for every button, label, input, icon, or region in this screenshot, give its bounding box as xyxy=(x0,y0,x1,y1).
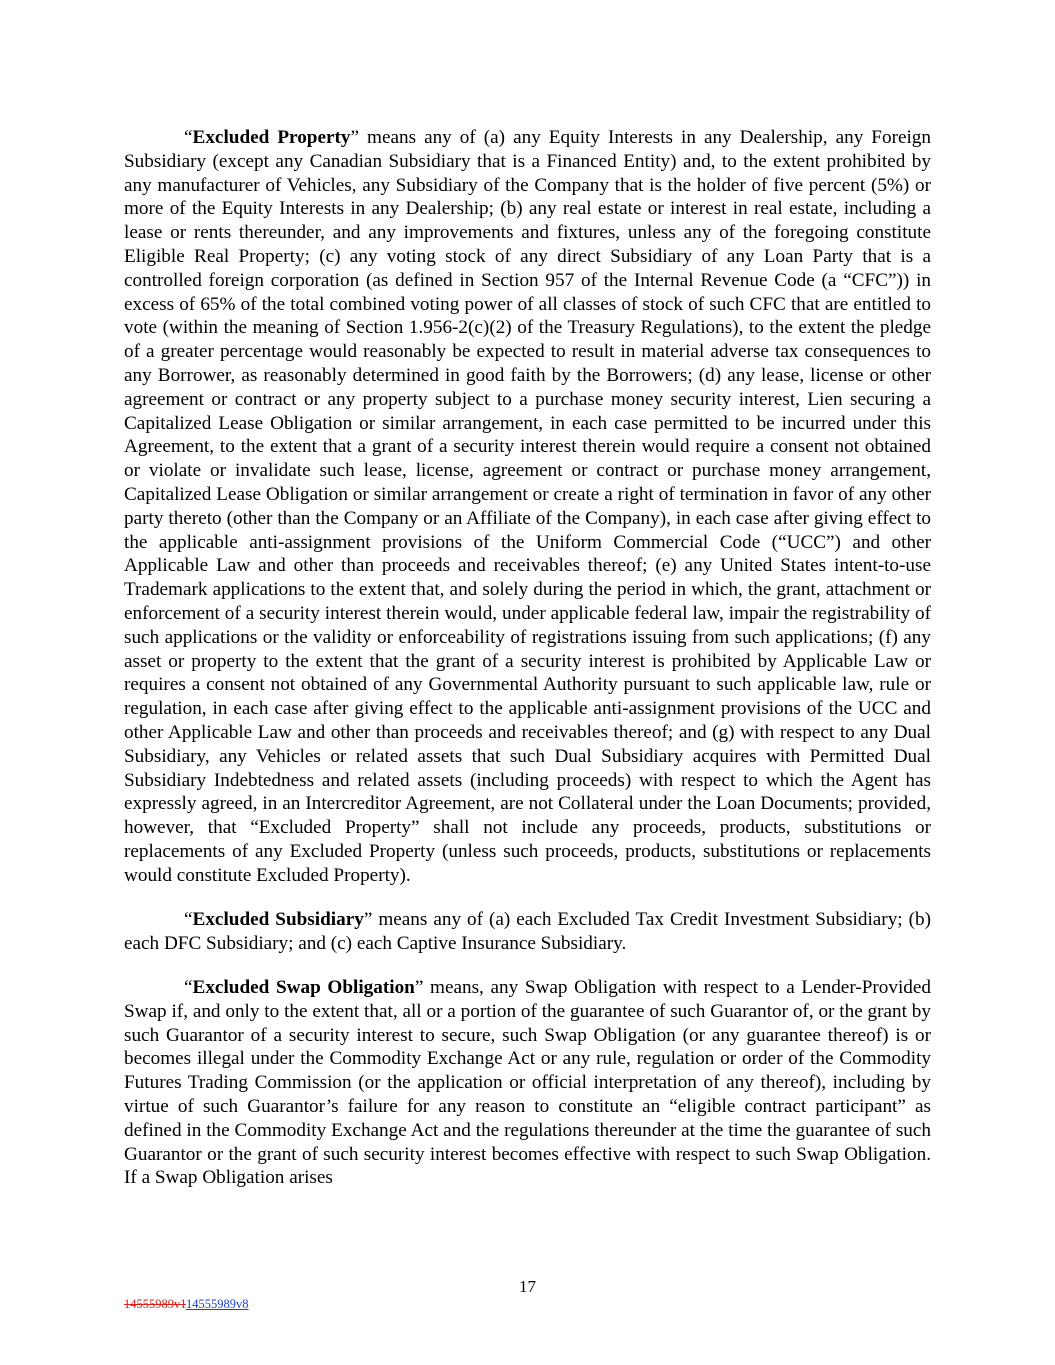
document-id-inserted: 14555989v8 xyxy=(186,1297,249,1311)
defined-term: Excluded Swap Obligation xyxy=(192,977,415,999)
document-body xyxy=(124,126,931,1190)
document-id xyxy=(124,1297,249,1311)
definition-excluded-property xyxy=(124,126,931,888)
definition-excluded-subsidiary xyxy=(124,908,931,956)
definition-text: ” means any of (a) any Equity Interests in any Dealership, any Foreign Subsidiary (except any Canadian Subsidiary that is a Financed Entity) and, to the extent prohibited by any manufacturer of Vehicles, any Subsidiary of the Company that is the holder of five percent (5%) or more of the Equity Interests in any Dealership; (b) any real estate or interest in real estate, including a lease or rents thereunder, and any improvements and fixtures, unless any of the foregoing constitute Eligible Real Property; (c) any voting stock of any direct Subsidiary of any Loan Party that is a controlled foreign corporation (as defined in Section 957 of the Internal Revenue Code (a “CFC”)) in excess of 65% of the total combined voting power of all classes of stock of such CFC that are entitled to vote (within the meaning of Section 1.956-2(c)(2) of the Treasury Regulations), to the extent the pledge of a greater percentage would reasonably be expected to result in material adverse tax consequences to any Borrower, as reasonably determined in good faith by the Borrowers; (d) any lease, license or other agreement or contract or any property subject to a purchase money security interest, Lien securing a Capitalized Lease Obligation or similar arrangement, in each case permitted to be incurred under this Agreement, to the extent that a grant of a security interest therein would require a consent not obtained or violate or invalidate such lease, license, agreement or contract or purchase money arrangement, Capitalized Lease Obligation or similar arrangement or create a right of termination in favor of any other party thereto (other than the Company or an Affiliate of the Company), in each case after giving effect to the applicable anti-assignment provisions of the Uniform Commercial Code (“UCC”) and other Applicable Law and other than proceeds and receivables thereof; (e) any United States intent-to-use Trademark applications to the extent that, and solely during the period in which, the grant, attachment or enforcement of a security interest therein would, under applicable federal law, impair the registrability of such applications or the validity or enforceability of registrations issuing from such applications; (f) any asset or property to the extent that the grant of a security interest is prohibited by Applicable Law or requires a consent not obtained of any Governmental Authority pursuant to such applicable law, rule or regulation, in each case after giving effect to the applicable anti-assignment provisions of the UCC and other Applicable Law and other than proceeds and receivables thereof; and (g) with respect to any Dual Subsidiary, any Vehicles or related assets that such Dual Subsidiary acquires with Permitted Dual Subsidiary Indebtedness and related assets (including proceeds) with respect to which the Agent has expressly agreed, in an Intercreditor Agreement, are not Collateral under the Loan Documents; provided, however, that “Excluded Property” shall not include any proceeds, products, substitutions or replacements of any Excluded Property (unless such proceeds, products, substitutions or replacements would constitute Excluded Property). xyxy=(124,127,931,886)
defined-term: Excluded Subsidiary xyxy=(192,909,364,930)
definition-excluded-swap-obligation xyxy=(124,976,931,1190)
document-id-deleted: 14555989v1 xyxy=(124,1297,187,1311)
page-number: 17 xyxy=(519,1277,536,1296)
open-quote: “ xyxy=(184,909,193,930)
definition-text: ” means, any Swap Obligation with respect to a Lender-Provided Swap if, and only to the extent that, all or a portion of the guarantee of such Guarantor of, or the grant by such Guarantor of a security interest to secure, such Swap Obligation (or any guarantee thereof) is or becomes illegal under the Commodity Exchange Act or any rule, regulation or order of the Commodity Futures Trading Commission (or the application or official interpretation of any thereof), including by virtue of such Guarantor’s failure for any reason to constitute an “eligible contract participant” as defined in the Commodity Exchange Act and the regulations thereunder at the time the guarantee of such Guarantor or the grant of such security interest becomes effective with respect to such Swap Obligation. If a Swap Obligation arises xyxy=(124,977,931,1189)
defined-term: Excluded Property xyxy=(192,127,351,148)
open-quote: “ xyxy=(184,977,193,999)
open-quote: “ xyxy=(184,127,193,148)
definition-text: ” means any of (a) each Excluded Tax Credit Investment Subsidiary; (b) each DFC Subsidiary; and (c) each Captive Insurance Subsidiary. xyxy=(124,909,931,954)
